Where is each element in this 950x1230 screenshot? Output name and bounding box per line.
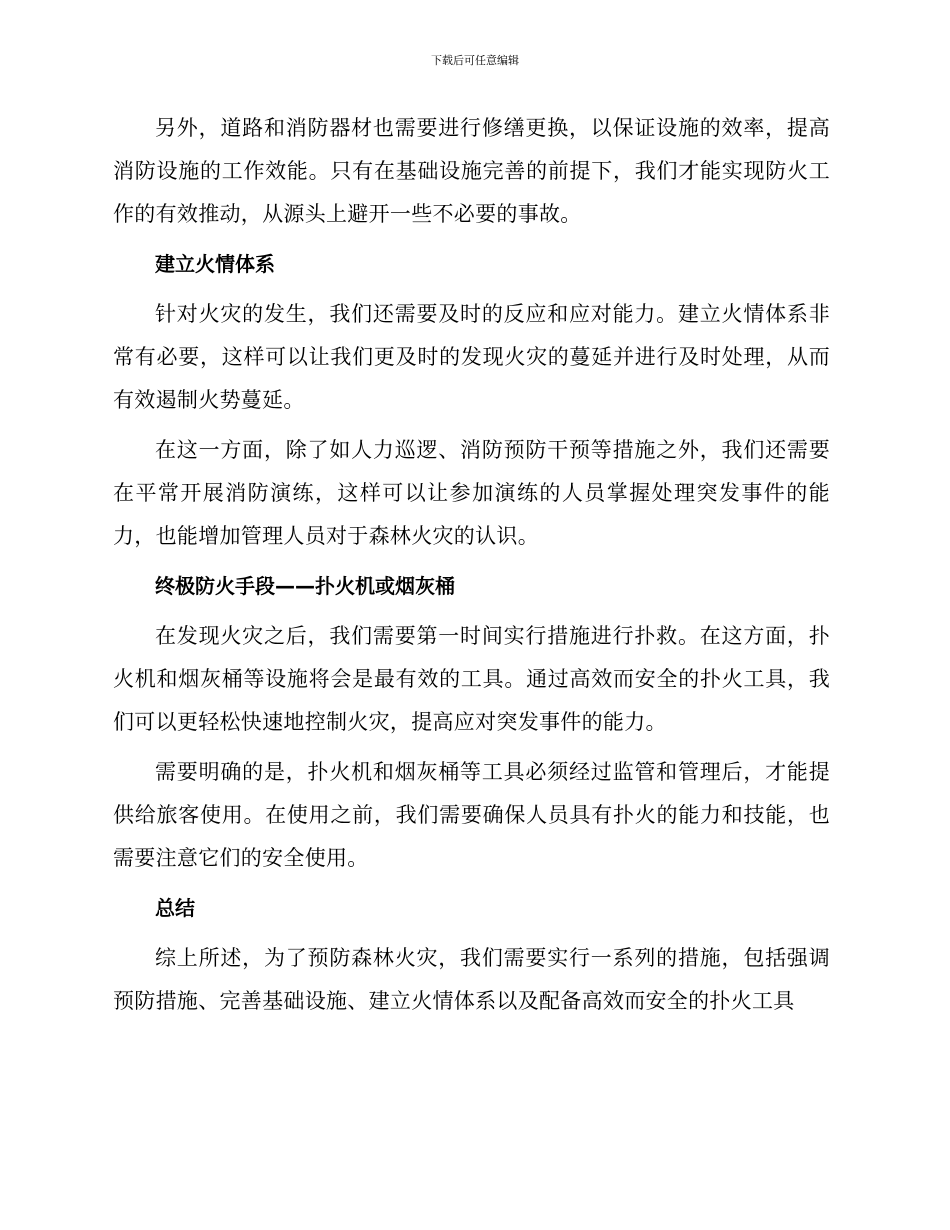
section-heading-fire-alert-system: 建立火情体系 (155, 252, 275, 276)
paragraph-infrastructure-maintenance: 另外，道路和消防器材也需要进行修缮更换，以保证设施的效率，提高消防设施的工作效能。只有在基础设施完善的前提下，我们才能实现防火工作的有效推动，从源头上避开一些不必要的事故。 (113, 116, 830, 226)
paragraph-fire-drills: 在这一方面，除了如人力巡逻、消防预防干预等措施之外，我们还需要在平常开展消防演练，这样可以让参加演练的人员掌握处理突发事件的能力，也能增加管理人员对于森林火灾的认识。 (113, 438, 830, 548)
section-heading-summary: 总结 (155, 896, 195, 920)
paragraph-firefighting-equipment: 在发现火灾之后，我们需要第一时间实行措施进行扑救。在这方面，扑火机和烟灰桶等设施将会是最有效的工具。通过高效而安全的扑火工具，我们可以更轻松快速地控制火灾，提高应对突发事件的能力。 (113, 624, 830, 734)
paragraph-summary: 综上所述，为了预防森林火灾，我们需要实行一系列的措施，包括强调预防措施、完善基础设施、建立火情体系以及配备高效而安全的扑火工具 (113, 946, 830, 1013)
section-heading-firefighting-tools: 终极防火手段——扑火机或烟灰桶 (155, 574, 455, 598)
document-body (113, 107, 830, 1030)
page-header: 下载后可任意编辑 (431, 54, 519, 67)
paragraph-equipment-management: 需要明确的是，扑火机和烟灰桶等工具必须经过监管和管理后，才能提供给旅客使用。在使用之前，我们需要确保人员具有扑火的能力和技能，也需要注意它们的安全使用。 (113, 760, 830, 870)
paragraph-fire-response: 针对火灾的发生，我们还需要及时的反应和应对能力。建立火情体系非常有必要，这样可以让我们更及时的发现火灾的蔓延并进行及时处理，从而有效遏制火势蔓延。 (113, 302, 830, 412)
